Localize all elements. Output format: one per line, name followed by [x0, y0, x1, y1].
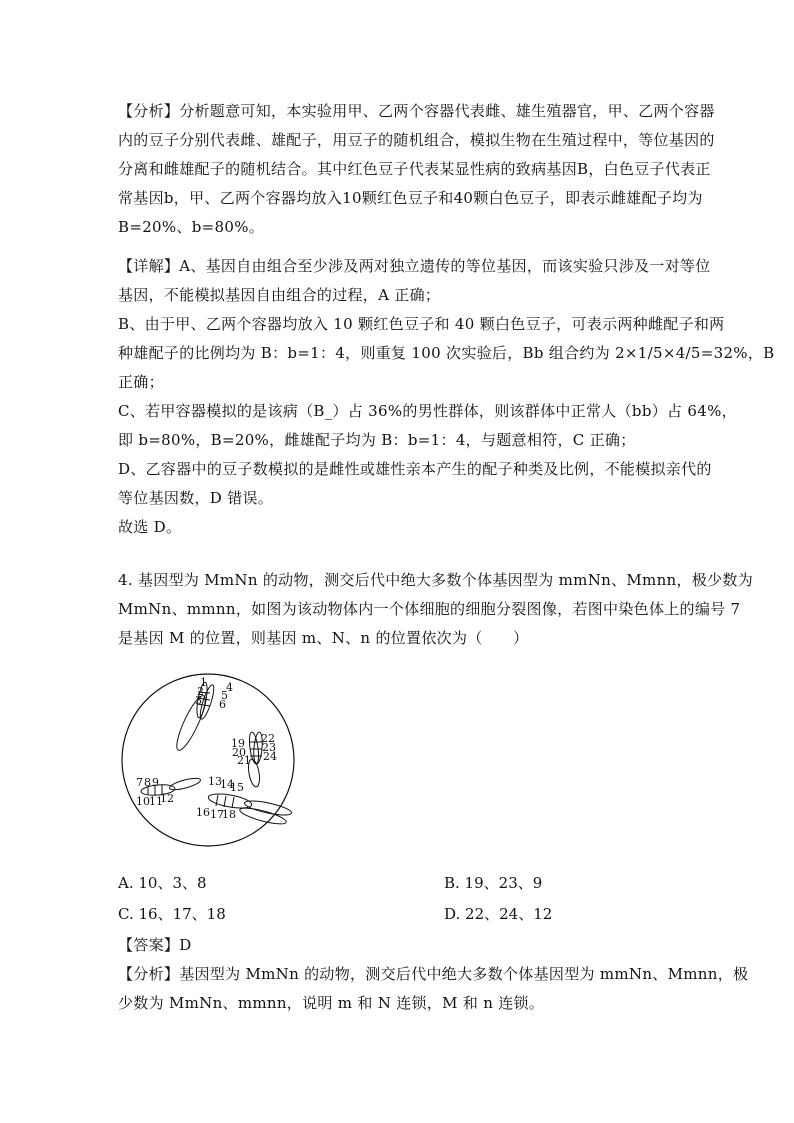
label-10: 10 [136, 795, 150, 808]
text-line: 是基因 M 的位置，则基因 m、N、n 的位置依次为（ ） [118, 629, 529, 647]
label-8: 8 [144, 776, 151, 789]
label-11: 11 [149, 795, 163, 808]
label-19: 19 [231, 737, 245, 750]
label-15: 15 [230, 781, 244, 794]
text-line: 内的豆子分别代表雌、雄配子，用豆子的随机组合，模拟生物在生殖过程中，等位基因的 [118, 131, 715, 149]
label-6: 6 [219, 698, 226, 711]
text-line: 种雄配子的比例均为 B：b=1：4，则重复 100 次实验后，Bb 组合约为 2×1/5×4/5=32%，B [118, 344, 775, 362]
option-b: B. 19、23、9 [444, 874, 543, 892]
text-line: D、乙容器中的豆子数模拟的是雌性或雄性亲本产生的配子种类及比例，不能模拟亲代的 [118, 460, 712, 478]
text-line: 【分析】基因型为 MmNn 的动物，测交后代中绝大多数个体基因型为 mmNn、Mmnn，极 [118, 965, 749, 983]
option-c: C. 16、17、18 [118, 905, 226, 923]
answer-text: 【答案】D [118, 936, 192, 954]
label-2: 2 [197, 685, 204, 698]
text-line: 【详解】A、基因自由组合至少涉及两对独立遗传的等位基因，而该实验只涉及一对等位 [118, 257, 711, 275]
text-line: MmNn、mmnn，如图为该动物体内一个体细胞的细胞分裂图像，若图中染色体上的编号 7 [118, 600, 741, 618]
label-24: 24 [263, 750, 277, 763]
analysis-paragraph [118, 97, 715, 242]
answer-line [118, 931, 678, 960]
option-a: A. 10、3、8 [118, 874, 207, 892]
label-7: 7 [136, 776, 143, 789]
text-line: 4. 基因型为 MmNn 的动物，测交后代中绝大多数个体基因型为 mmNn、Mmnn，极少数为 [118, 571, 753, 589]
text-line: 常基因b，甲、乙两个容器均放入10颗红色豆子和40颗白色豆子，即表示雌雄配子均为 [118, 189, 703, 207]
label-21: 21 [237, 754, 251, 767]
label-5: 5 [221, 689, 228, 702]
cell-division-figure [118, 660, 298, 860]
question-stem [118, 566, 753, 653]
text-line: 等位基因数，D 错误。 [118, 489, 274, 507]
label-3: 3 [195, 694, 202, 707]
text-line: 正确； [118, 373, 164, 391]
text-line: 即 b=80%，B=20%，雌雄配子均为 B：b=1：4，与题意相符，C 正确； [118, 431, 636, 449]
text-line: C、若甲容器模拟的是该病（B_）占 36%的男性群体，则该群体中正常人（bb）占 64%， [118, 402, 737, 420]
text-line: B=20%、b=80%。 [118, 218, 265, 236]
label-18: 18 [222, 808, 236, 821]
label-12: 12 [160, 792, 174, 805]
detail-paragraph [118, 252, 775, 542]
label-9: 9 [152, 776, 159, 789]
text-line: 故选 D。 [118, 518, 182, 536]
label-17: 17 [210, 808, 224, 821]
text-line: B、由于甲、乙两个容器均放入 10 颗红色豆子和 40 颗白色豆子，可表示两种雌配子和两 [118, 315, 725, 333]
label-20: 20 [232, 746, 246, 759]
label-16: 16 [196, 806, 210, 819]
analysis2-paragraph [118, 960, 749, 1018]
label-23: 23 [262, 741, 276, 754]
label-14: 14 [220, 778, 234, 791]
label-22: 22 [261, 732, 275, 745]
label-4: 4 [226, 681, 233, 694]
option-d: D. 22、24、12 [444, 905, 553, 923]
label-13: 13 [208, 775, 222, 788]
chromosome-top [172, 682, 216, 754]
text-line: 少数为 MmNn、mmnn，说明 m 和 N 连锁，M 和 n 连锁。 [118, 994, 545, 1012]
text-line: 基因，不能模拟基因自由组合的过程，A 正确； [118, 286, 441, 304]
label-1: 1 [200, 676, 207, 689]
text-line: 【分析】分析题意可知，本实验用甲、乙两个容器代表雌、雄生殖器官，甲、乙两个容器 [118, 102, 715, 120]
text-line: 分离和雌雄配子的随机结合。其中红色豆子代表某显性病的致病基因B，白色豆子代表正 [118, 160, 711, 178]
